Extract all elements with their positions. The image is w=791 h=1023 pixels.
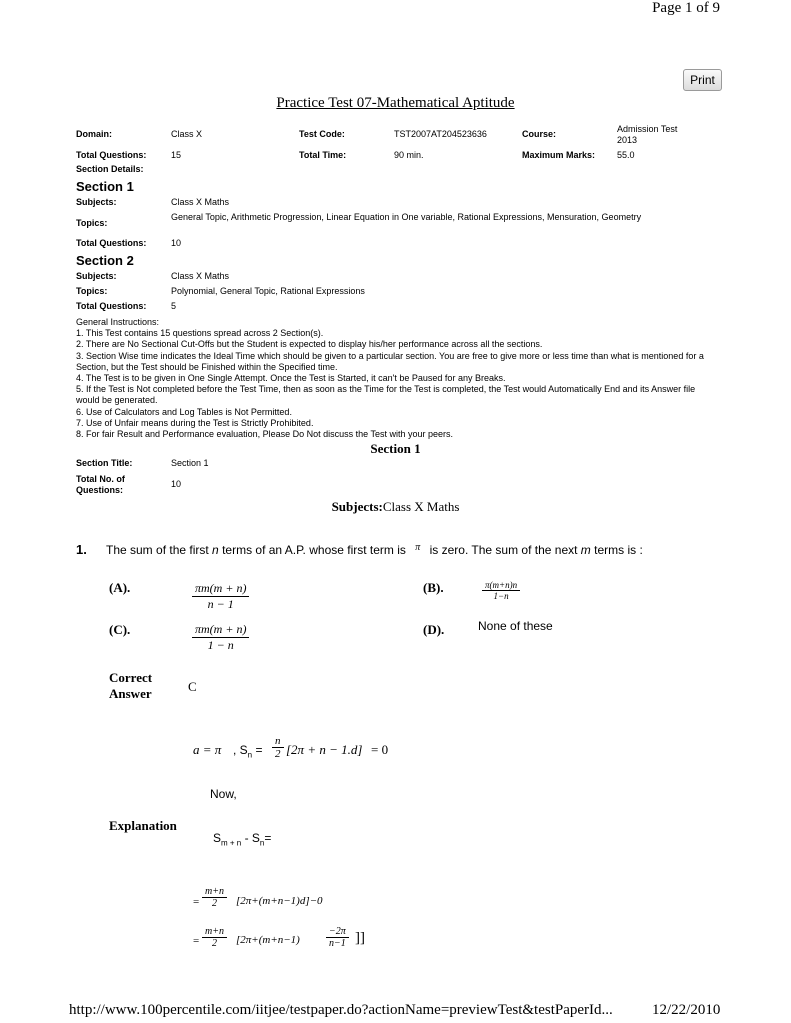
section-details-label: Section Details: [76,164,144,174]
total-time-label: Total Time: [299,150,347,160]
page-number: Page 1 of 9 [652,0,720,16]
instruction-item: 4. The Test is to be given in One Single Attempt. Once the Test is Started, it can't be Paused for any Breaks. [76,373,506,384]
option-c-numerator: πm(m + n) [192,622,249,638]
correct-answer-label-1: Correct [109,670,153,685]
topics-label: Topics: [76,218,108,228]
question-text-part: is zero. The sum of the next [426,543,581,557]
page-title [0,95,791,112]
eq3-denominator: 2 [211,938,217,949]
instruction-item: 2. There are No Sectional Cut-Offs but the Student is expected to display his/her performance across all the sections. [76,339,543,350]
explanation-eq1-a: a = π [193,742,222,757]
course-value-1: Admission Test [617,124,678,134]
question-text-part: terms of an A.P. whose first term is [218,543,410,557]
eq1-denominator: 2 [275,748,281,760]
s-subscript-n: n [259,838,265,848]
question-var-m: m [580,543,591,557]
section-title-value: Section 1 [171,458,209,468]
option-d-label[interactable]: (D). [423,622,445,637]
eq2-denominator: 2 [211,898,217,909]
total-no-value: 10 [171,479,182,489]
option-c-fraction[interactable] [192,622,249,653]
option-a-numerator: πm(m + n) [192,581,249,597]
explanation-now: Now, [210,787,237,801]
s-subscript: n [247,750,253,760]
instruction-item: 3. Section Wise time indicates the Ideal Time which should be given to a particular section. You are free to give more or less time than what is mentioned for a Section, but the Test should be Finished within the Specified time. [76,350,704,372]
explanation-eq3-fraction [202,926,227,949]
subjects-heading [0,499,791,515]
print-button[interactable]: Print [683,69,722,91]
course-value-2: 2013 [617,135,638,145]
explanation-eq1-bracket: [2π + n − 1.d] [286,742,363,757]
course-label: Course: [522,129,557,139]
s-subscript-mn: m + n [221,838,242,848]
footer-date: 12/22/2010 [652,1002,721,1018]
total-questions-value: 5 [171,301,177,311]
option-c-denominator: 1 − n [207,638,234,652]
eq3-inner-numerator: −2π [326,926,349,938]
option-b-numerator: π(m+n)n [482,580,520,591]
option-a-fraction[interactable] [192,581,249,612]
section-2-heading: Section 2 [76,253,134,268]
explanation-eq2-fraction [202,886,227,909]
max-marks-value: 55.0 [617,150,635,160]
topics-value: General Topic, Arithmetic Progression, Linear Equation in One variable, Rational Expressions, Mensuration, Geometry [171,212,642,222]
explanation-eq3-body: [2π+(m+n−1) [236,934,300,946]
explanation-eq2-body: [2π+(m+n−1)d]−0 [236,895,323,907]
section-block-heading: Section 1 [370,441,421,456]
question-text-part: The sum of the first [106,543,213,557]
total-questions-value: 15 [171,150,182,160]
option-a-label[interactable]: (A). [109,580,131,595]
instruction-item: 1. This Test contains 15 questions spread across 2 Section(s). [76,328,324,339]
correct-answer-label [109,670,152,702]
explanation-eq3-inner-fraction [326,926,349,949]
subjects-value: Class X Maths [171,271,230,281]
eq3-inner-denominator: n−1 [329,938,346,949]
eq-text: = [264,831,272,845]
eq1-numerator: n [272,735,284,748]
footer-url[interactable]: http://www.100percentile.com/iitjee/testpaper.do?actionName=previewTest&testPaperId... [69,1002,613,1018]
subjects-value: Class X Maths [171,197,230,207]
eq-text: = [252,743,263,757]
option-a-denominator: n − 1 [207,597,234,611]
explanation-label: Explanation [109,818,177,833]
subjects-heading-value: Class X Maths [382,499,460,514]
total-no-label-2: Questions: [76,485,124,495]
option-b-label[interactable]: (B). [423,580,444,595]
domain-value: Class X [171,129,203,139]
topics-label: Topics: [76,286,108,296]
subjects-heading-label: Subjects: [331,499,383,514]
eq2-numerator: m+n [202,886,227,898]
subjects-label: Subjects: [76,271,117,281]
topics-value: Polynomial, General Topic, Rational Expressions [171,286,365,296]
test-code-label: Test Code: [299,129,345,139]
explanation-eq1-result: = 0 [371,742,389,757]
subjects-label: Subjects: [76,197,117,207]
total-no-label-1: Total No. of [76,474,125,484]
general-instructions [76,317,716,440]
explanation-eq1-fraction [272,735,284,760]
total-questions-label: Total Questions: [76,150,147,160]
explanation-sum-diff [213,831,271,847]
eq3-numerator: m+n [202,926,227,938]
correct-answer-label-2: Answer [109,686,152,701]
s-text: , S [233,743,248,757]
explanation-eq3-close-bracket: ]] [355,930,365,946]
explanation-eq1-sn [233,743,262,759]
question-text [106,543,643,557]
total-questions-label: Total Questions: [76,238,147,248]
max-marks-label: Maximum Marks: [522,150,596,160]
option-b-fraction[interactable] [482,580,520,601]
total-questions-value: 10 [171,238,182,248]
instruction-item: 6. Use of Calculators and Log Tables is Not Permitted. [76,406,292,417]
option-b-denominator: 1−n [493,591,509,601]
domain-label: Domain: [76,129,112,139]
correct-answer-value: C [188,679,197,694]
instruction-heading: General Instructions: [76,317,160,327]
explanation-eq2-equals: = [193,896,200,908]
instruction-item: 5. If the Test is Not completed before the Test Time, then as soon as the Time for the Test is completed, the Test would Automatically End and its Answer file would be generated. [76,384,696,406]
explanation-eq3-equals: = [193,935,200,947]
s-text: S [213,831,222,845]
section-title-label: Section Title: [76,458,133,468]
instruction-item: 8. For fair Result and Performance evaluation, Please Do Not discuss the Test with your peers. [76,429,454,440]
test-code-value: TST2007AT204523636 [394,129,487,139]
minus-s-text: - S [241,831,260,845]
option-d-text[interactable]: None of these [478,619,553,633]
instruction-item: 7. Use of Unfair means during the Test is Strictly Prohibited. [76,417,314,428]
question-number: 1. [76,542,87,557]
question-var-pi: π [415,542,421,553]
option-c-label[interactable]: (C). [109,622,131,637]
section-1-heading: Section 1 [76,179,134,194]
total-time-value: 90 min. [394,150,424,160]
total-questions-label: Total Questions: [76,301,147,311]
question-text-part: terms is : [590,543,643,557]
page-title-text: Practice Test 07-Mathematical Aptitude [276,95,515,111]
question-var-n: n [212,543,219,557]
